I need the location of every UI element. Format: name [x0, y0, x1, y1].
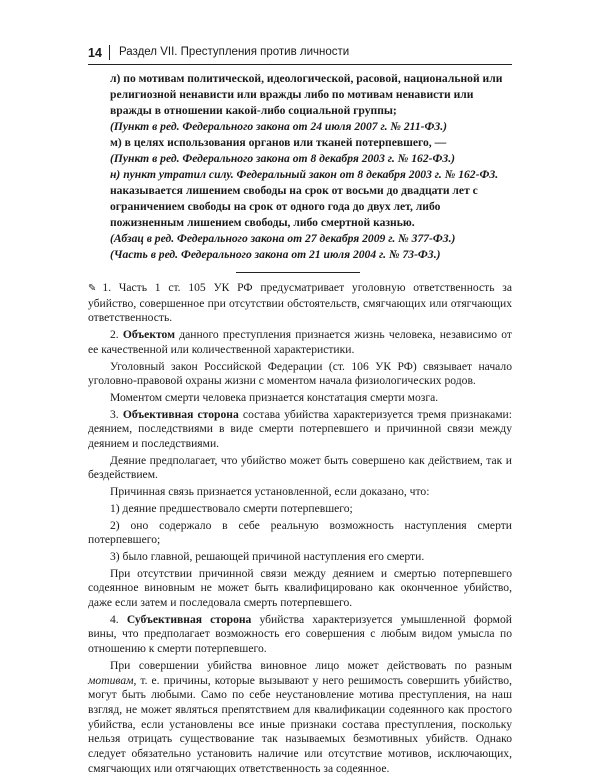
commentary-p7: Причинная связь признается установленной, если доказано, что:: [110, 485, 430, 499]
commentary-p2: 2. Объектом данного преступления признается жизнь человека, независимо от ее качественной или количественной характеристики.: [88, 328, 512, 356]
law-item-n: н) пункт утратил силу. Федеральный закон от 8 декабря 2003 г. № 162-ФЗ.: [110, 168, 499, 181]
commentary-p10: 3) было главной, решающей причиной наступления его смерти.: [110, 549, 425, 563]
commentary-p6: Деяние предполагает, что убийство может быть совершено как действием, так и бездействием.: [88, 453, 512, 482]
law-note-part: (Часть в ред. Федерального закона от 21 июля 2004 г. № 73-ФЗ.): [110, 248, 441, 261]
term-subjective-side: Субъективная сторона: [126, 612, 252, 626]
term-objective-side: Объективная сторона: [122, 407, 239, 421]
law-text: [110, 71, 510, 263]
commentary: [88, 281, 512, 779]
term-object: Объектом: [122, 328, 176, 342]
law-note-l: (Пункт в ред. Федерального закона от 24 июля 2007 г. № 211-ФЗ.): [110, 120, 448, 133]
law-penalty: наказывается лишением свободы на срок от восьми до двадцати лет с ограничением свободы на срок от одного года до двух лет, либо пожизненным лишением свободы, либо смертной казнью.: [110, 184, 478, 229]
header-rule: [88, 64, 512, 65]
commentary-mark-icon: ✎: [88, 283, 97, 294]
law-note-m: (Пункт в ред. Федерального закона от 8 декабря 2003 г. № 162-ФЗ.): [110, 152, 455, 165]
commentary-p1: ✎ 1. Часть 1 ст. 105 УК РФ предусматривает уголовную ответственность за убийство, совершенное при отсутствии обстоятельств, смягчающих или отягчающих ответственность.: [88, 281, 512, 325]
commentary-p5: 3. Объективная сторона состава убийства характеризуется тремя признаками: деянием, последствиями в виде смерти потерпевшего и причинной связи между деянием и последствиями.: [88, 407, 512, 451]
law-item-m: м) в целях использования органов или тканей потерпевшего, —: [110, 136, 447, 149]
running-header: [88, 46, 512, 64]
law-note-paragraph: (Абзац в ред. Федерального закона от 27 декабря 2009 г. № 377-ФЗ.): [110, 232, 456, 245]
section-title: Раздел VII. Преступления против личности: [119, 46, 350, 58]
commentary-p9: 2) оно содержало в себе реальную возможность наступления смерти потерпевшего;: [88, 518, 512, 547]
header-separator: [109, 45, 110, 60]
section-divider: [236, 272, 360, 273]
commentary-p11: При отсутствии причинной связи между деянием и смертью потерпевшего содеянное виновным не может быть квалифицировано как оконченное убийство, даже если затем и последовала смерть потерпевшего.: [88, 566, 512, 610]
commentary-p13: При совершении убийства виновное лицо может действовать по разным мотивам, т. е. причины, которые вызывают у него решимость совершить убийство, могут быть любыми. Само по себе неустановление мотива преступления, на наш взгляд, не может являться препятствием для квалификации содеянного как простого убийства, если установлены все иные признаки состава преступления, поскольку нельзя отрицать существование так называемых безмотивных убийств. Однако следует обязательно установить наличие или отсутствие мотивов, исключающих, смягчающих или отягчающих ответственность за содеянное.: [88, 658, 512, 775]
commentary-p3: Уголовный закон Российской Федерации (ст. 106 УК РФ) связывает начало уголовно-правовой охраны жизни с моментом начала физиологических родов.: [88, 359, 512, 388]
page-number: 14: [88, 46, 102, 60]
commentary-p4: Моментом смерти человека признается констатация смерти мозга.: [110, 390, 439, 404]
law-item-l: л) по мотивам политической, идеологической, расовой, национальной или религиозной ненависти или вражды либо по мотивам ненависти или вражды в отношении какой-либо социальной группы;: [110, 72, 503, 117]
commentary-p8: 1) деяние предшествовало смерти потерпевшего;: [110, 501, 353, 515]
commentary-p12: 4. Субъективная сторона убийства характеризуется умышленной формой вины, что предполагает возможность его совершения с любым видом умысла по отношению к смерти потерпевшего.: [88, 612, 513, 656]
term-motives: мотивам: [88, 673, 134, 687]
